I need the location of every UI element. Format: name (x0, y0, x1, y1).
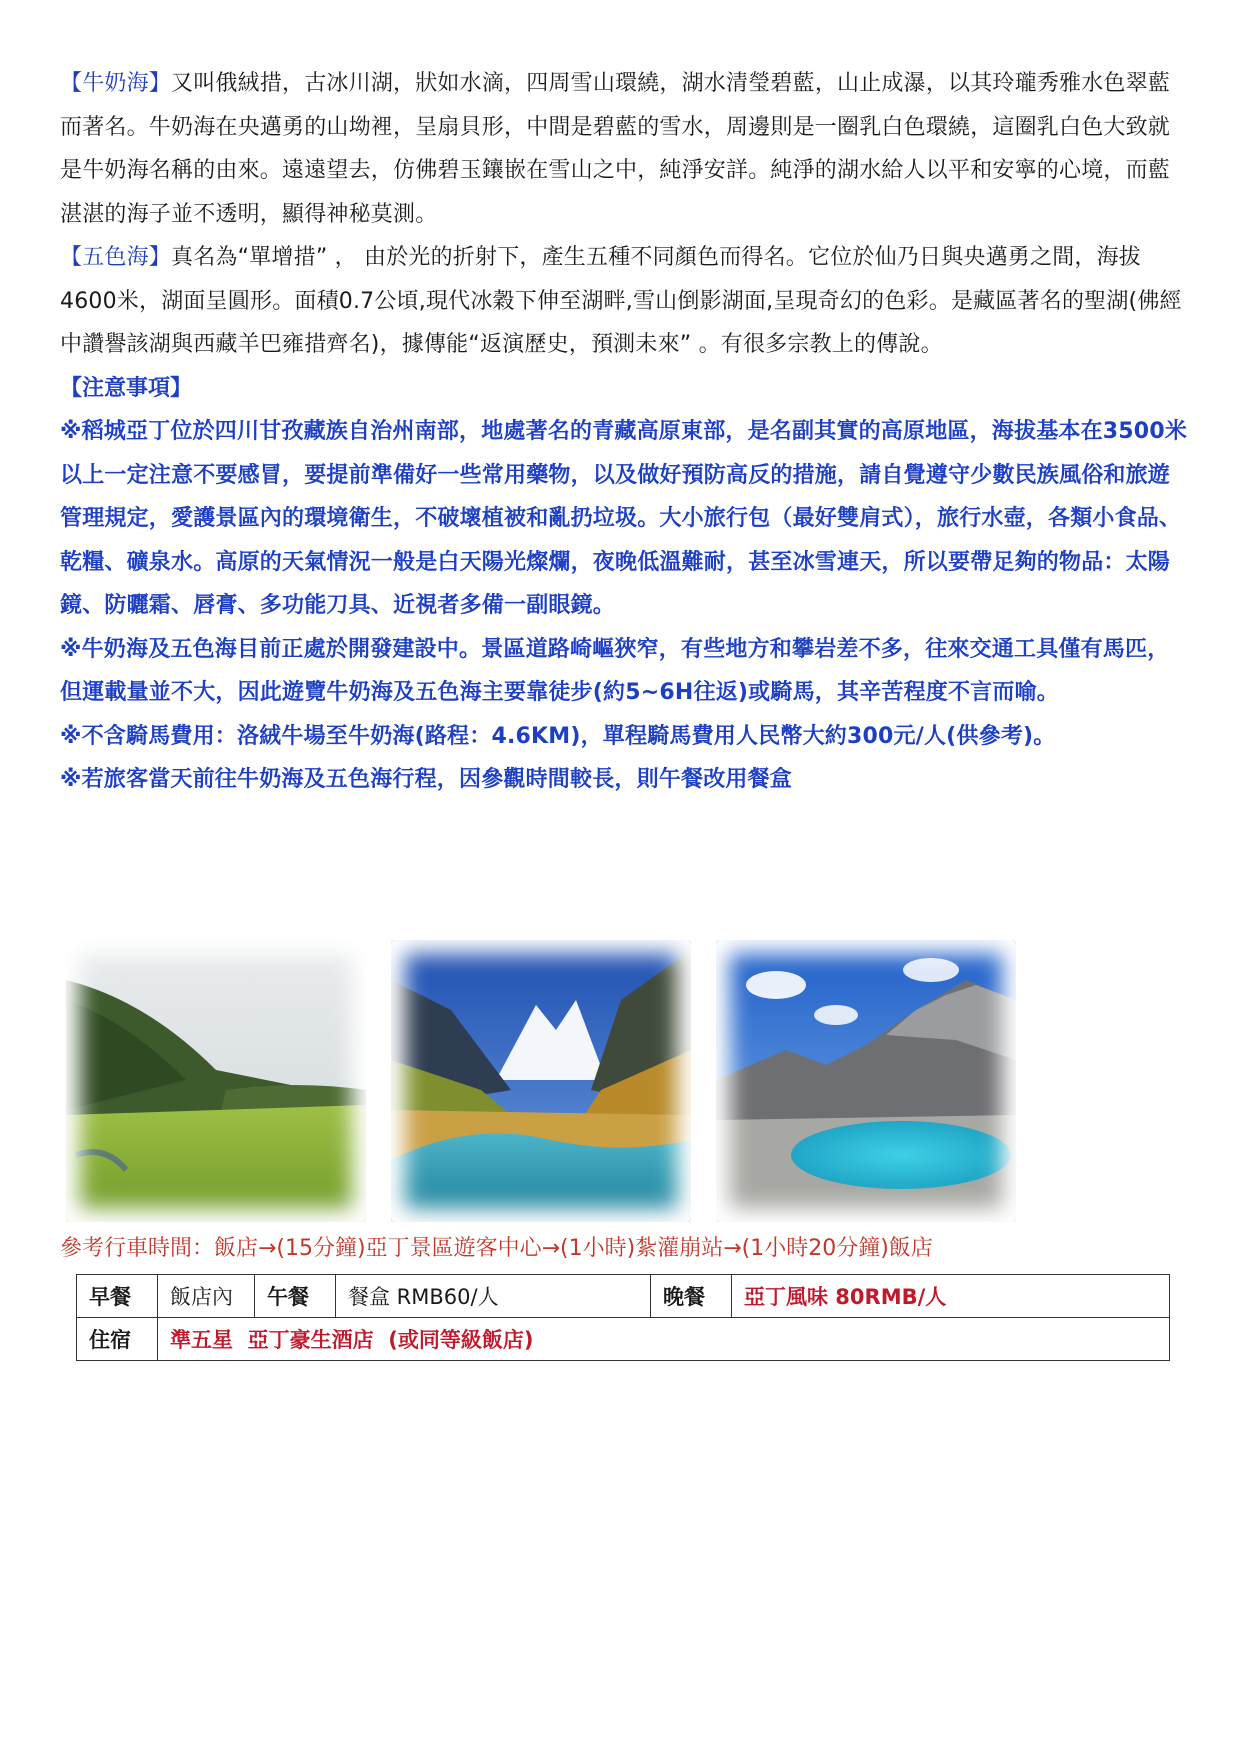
lunch-value: 餐盒 RMB60/人 (336, 1275, 651, 1318)
stay-value: 準五星 亞丁豪生酒店 (或同等級飯店) (158, 1318, 1170, 1361)
stay-label: 住宿 (77, 1318, 158, 1361)
five-color-lake-text: 真名為“單增措” ， 由於光的折射下，產生五種不同顏色而得名。它位於仙乃日與央邁勇之間，海拔4600米，湖面呈圓形。面積0.7公頃,現代冰穀下伸至湖畔,雪山倒影湖面,呈現奇幻的色彩。是藏區著名的聖湖(佛經中讚譽該湖與西藏羊巴雍措齊名)，據傳能“返演歷史，預測未來” 。有很多宗教上的傳說。 (60, 245, 1182, 357)
meals-row (77, 1275, 1170, 1318)
snow-peak-river-photo (391, 940, 691, 1222)
meals-table (76, 1274, 1170, 1361)
milk-lake-paragraph (60, 62, 1190, 236)
lunch-label: 午餐 (255, 1275, 336, 1318)
dinner-label: 晚餐 (651, 1275, 732, 1318)
notice-item-roads: ※牛奶海及五色海目前正處於開發建設中。景區道路崎嶇狹窄，有些地方和攀岩差不多，往來交通工具僅有馬匹，但運載量並不大，因此遊覽牛奶海及五色海主要靠徒步(約5~6H往返)或騎馬，其辛苦程度不言而喻。 (60, 636, 1170, 705)
notice-heading: 【注意事項】 (60, 375, 193, 401)
notice-item-horse-fee: ※不含騎馬費用：洛絨牛場至牛奶海(路程：4.6KM)，單程騎馬費用人民幣大約300元/人(供參考)。 (60, 723, 1056, 749)
notice-item-altitude: ※稻城亞丁位於四川甘孜藏族自治州南部，地處著名的青藏高原東部，是名副其實的高原地區，海拔基本在3500米以上一定注意不要感冒，要提前準備好一些常用藥物，以及做好預防高反的措施，請自覺遵守少數民族風俗和旅遊管理規定，愛護景區內的環境衛生，不破壞植被和亂扔垃圾。大小旅行包（最好雙肩式），旅行水壺，各類小食品、乾糧、礦泉水。高原的天氣情況一般是白天陽光燦爛，夜晚低溫難耐，甚至冰雪連天，所以要帶足夠的物品：太陽鏡、防曬霜、唇膏、多功能刀具、近視者多備一副眼鏡。 (60, 419, 1188, 618)
stay-row (77, 1318, 1170, 1361)
breakfast-label: 早餐 (77, 1275, 158, 1318)
itinerary-page (60, 62, 1190, 802)
milk-lake-text: 又叫俄絨措，古冰川湖，狀如水滴，四周雪山環繞，湖水清瑩碧藍，山止成瀑，以其玲瓏秀雅水色翠藍而著名。牛奶海在央邁勇的山坳裡，呈扇貝形，中間是碧藍的雪水，周邊則是一圈乳白色環繞，這圈乳白色大致就是牛奶海名稱的由來。遠遠望去，仿佛碧玉鑲嵌在雪山之中，純淨安詳。純淨的湖水給人以平和安寧的心境，而藍湛湛的海子並不透明，顯得神秘莫測。 (60, 71, 1171, 227)
five-color-lake-paragraph (60, 236, 1190, 367)
five-color-lake-tag: 【五色海】 (60, 245, 172, 270)
meadow-photo (66, 940, 366, 1222)
dinner-value: 亞丁風味 80RMB/人 (732, 1275, 1170, 1318)
drive-time-reference: 參考行車時間：飯店→(15分鐘)亞丁景區遊客中心→(1小時)紮灌崩站→(1小時20分鐘)飯店 (60, 1236, 933, 1261)
milk-lake-tag: 【牛奶海】 (60, 71, 172, 96)
photo-strip (0, 940, 1241, 1222)
breakfast-value: 飯店內 (158, 1275, 255, 1318)
notice-item-lunch-box: ※若旅客當天前往牛奶海及五色海行程，因參觀時間較長，則午餐改用餐盒 (60, 767, 792, 792)
milk-lake-photo (716, 940, 1016, 1222)
